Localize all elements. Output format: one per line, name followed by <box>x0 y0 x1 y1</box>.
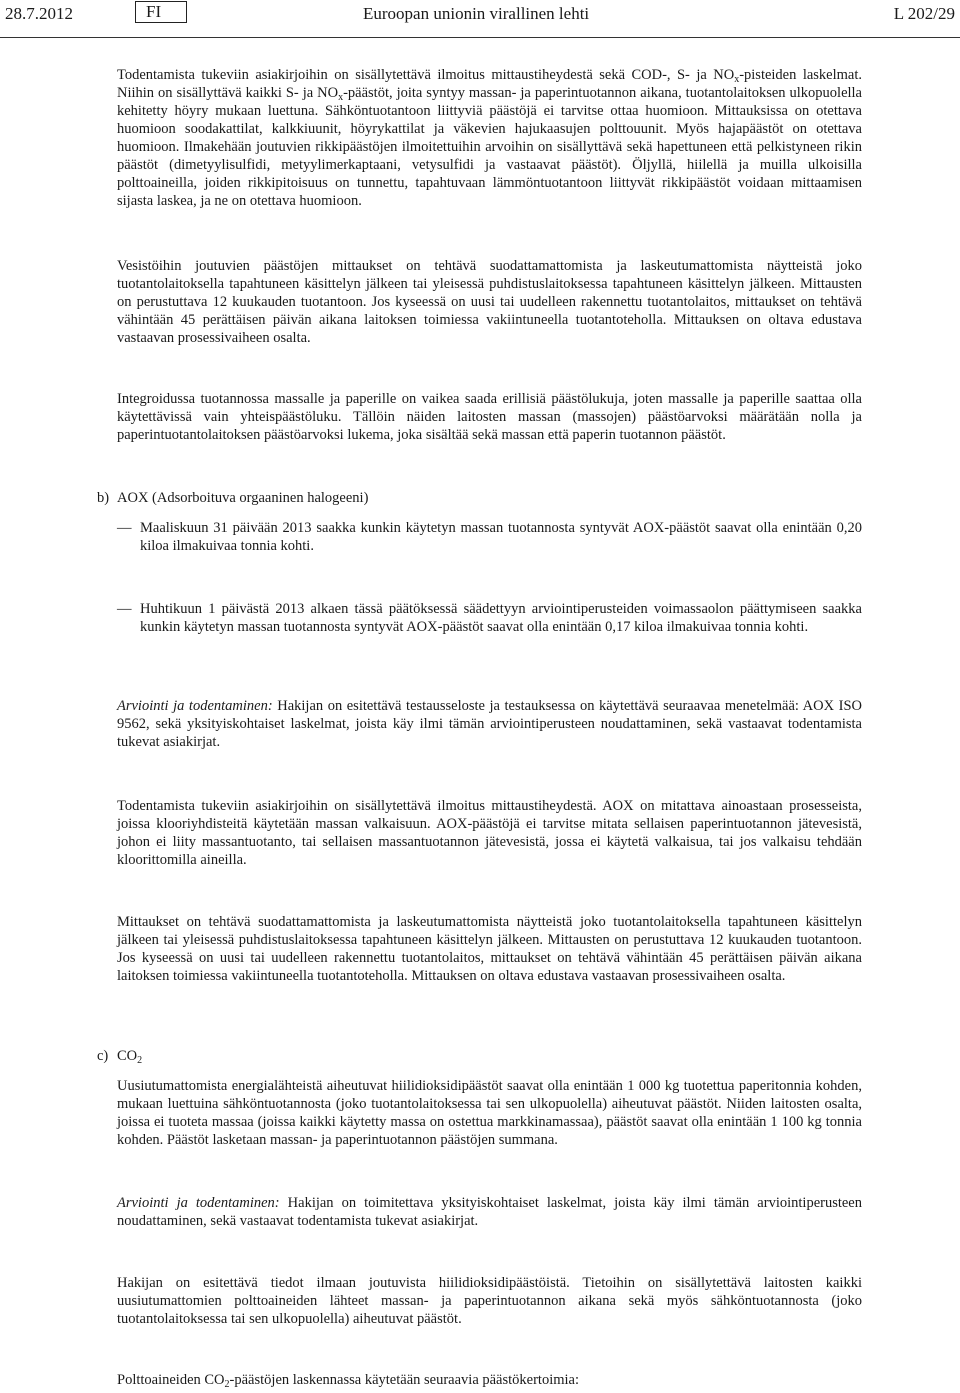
paragraph-co2-data: Hakijan on esitettävä tiedot ilmaan joutuvista hiilidioksidipäästöistä. Tietoihin on sisällytettävä laitosten kaikki uusiutumattomien polttoaineiden lähteet massan- ja paperintuotannon aikana sekä myös sähköntuotannosta (joko tuotantolaitoksessa tai sen ulkopuolella) aiheutuvat päästöt. <box>117 1275 862 1327</box>
paragraph-aox-documents: Todentamista tukeviin asiakirjoihin on sisällytettävä ilmoitus mittaustiheydestä. AOX on mitattava ainoastaan prosesseista, joissa klooriyhdisteitä käytetään massan valkaisuun. AOX-päästöjä ei tarvitse mitata sellaisen paperintuotannon jätevesistä, johon ei liity massantuotanto, tai sellaisen massantuotannon jätevesistä, jossa ei käytetä valkaisua, tai jos valkaisu tehdään kloorittomilla aineilla. <box>117 798 862 868</box>
bullet-item: Maaliskuun 31 päivään 2013 saakka kunkin käytetyn massan tuotannosta syntyvät AOX-päästöt saavat olla enintään 0,20 kiloa ilmakuivaa tonnia kohti. <box>140 520 862 554</box>
section-c-marker: c) <box>97 1048 109 1064</box>
section-b-heading: AOX (Adsorboituva orgaaninen halogeeni) <box>117 490 369 506</box>
paragraph-water-emissions: Vesistöihin joutuvien päästöjen mittaukset on tehtävä suodattamattomista ja laskeutumattomista näytteistä joko tuotantolaitoksella tapahtuneen käsittelyn jälkeen tai yleisessä puhdistuslaitoksessa tapahtuneen käsittelyn jälkeen. Mittausten on perustuttava 12 kuukauden tuotantoon. Jos kyseessä on uusi tai uudelleen rakennettu tuotantolaitos, mittaukset on tehtävä vähintään 45 perättäisen päivän aikana laitoksen toimiessa vakiintuneella tuotantoteholla. Mittauksen on oltava edustava vastaavan prosessivaiheen osalta. <box>117 258 862 346</box>
section-b-marker: b) <box>97 490 110 506</box>
paragraph-emission-factors: Polttoaineiden $CO_2$-päästöjen laskennassa käytetään seuraavia päästökertoimia: <box>117 1372 580 1390</box>
section-c-heading: $CO_2$ <box>117 1048 143 1066</box>
paragraph-assessment-aox: Arviointi ja todentaminen: Hakijan on esitettävä testausseloste ja testauksessa on käytettävä seuraavaa menetelmää: AOX ISO 9562, sekä yksityiskohtaiset laskelmat, joista käy ilmi tämän arviointiperusteen noudattaminen, sekä vastaavat todentamista tukevat asiakirjat. <box>117 698 862 750</box>
paragraph-assessment-co2: Arviointi ja todentaminen: Hakijan on toimitettava yksityiskohtaiset laskelmat, joista käy ilmi tämän arviointiperusteen noudattaminen, sekä vastaavat todentamista tukevat asiakirjat. <box>117 1195 862 1229</box>
bullet-item: Huhtikuun 1 päivästä 2013 alkaen tässä päätöksessä säädettyyn arviointiperusteiden voimassaolon päättymiseen saakka kunkin käytetyn massan tuotannosta syntyvät AOX-päästöt saavat olla enintään 0,17 kiloa ilmakuivaa tonnia kohti. <box>140 601 862 635</box>
paragraph-aox-measurements: Mittaukset on tehtävä suodattamattomista ja laskeutumattomista näytteistä joko tuotantolaitoksella tapahtuneen käsittelyn jälkeen tai yleisessä puhdistuslaitoksessa tapahtuneen käsittelyn jälkeen. Mittausten on perustuttava 12 kuukauden tuotantoon. Jos kyseessä on uusi tai uudelleen rakennettu tuotantolaitos, mittaukset on tehtävä vähintään 45 perättäisen päivän aikana laitoksen toimiessa vakiintuneella tuotantoteholla. Mittauksen on oltava edustava vastaavan prosessivaiheen osalta. <box>117 914 862 984</box>
language-box: FI <box>135 1 187 23</box>
paragraph-measurement-frequency: Todentamista tukeviin asiakirjoihin on sisällytettävä ilmoitus mittaustiheydestä sekä COD-, S- ja $NO_x$-pisteiden laskelmat. Niihin on sisällyttävä kaikki S- ja $NO_x$-päästöt, joita syntyy massan- ja paperintuotannon aikana, tuotantolaitoksen ulkopuolella kehitetty höyry mukaan luettuna. Sähköntuotantoon liittyviä päästöjä ei tarvitse ottaa huomioon. Mittauksissa on otettava huomioon soodakattilat, kalkkiuunit, höyrykattilat ja väkevien hajukaasujen polttouunit. Myös hajapäästöt on otettava huomioon. Ilmakehään joutuvien rikkipäästöjen ilmoitettuihin arvoihin on sisällyttävä sekä hapettuneen että pelkistyneen rikin päästöt (dimetyylisulfidi, metyylimerkaptaani, vetysulfidi ja vastaavat päästöt). Öljyllä, hiilellä ja muilla ulkoisilla polttoaineilla, joiden rikkipitoisuus on tunnettu, tapahtuvaan lämmöntuotantoon liittyvät rikkipäästöt voidaan mittaamisen sijasta laskea, ja ne on otettava huomioon. <box>117 67 863 209</box>
paragraph-co2-limits: Uusiutumattomista energialähteistä aiheutuvat hiilidioksidipäästöt saavat olla enintään 1 000 kg tuotettua paperitonnia kohden, mukaan luettuina sähköntuotannosta (joko tuotantolaitoksessa tai sen ulkopuolella) aiheutuvat päästöt. Niiden laitosten osalta, joissa ei tuoteta massaa (joissa kaikki käytetty massa on ostettua markkinamassaa), päästöt saavat olla enintään 1 100 kg tonnia kohden. Päästöt lasketaan massan- ja paperintuotannon päästöjen summana. <box>117 1078 862 1148</box>
header-rule <box>0 37 960 38</box>
bullet-dash: — <box>117 520 132 536</box>
journal-title: Euroopan unionin virallinen lehti <box>363 4 590 23</box>
bullet-dash: — <box>117 601 132 617</box>
paragraph-integrated-production: Integroidussa tuotannossa massalle ja paperille on vaikea saada erillisiä päästölukuja, joten massalle ja paperille saattaa olla käytettävissä vain yhteispäästöluku. Tällöin näiden laitosten massan (massojen) päästöarvoksi määrätään nolla ja paperintuotantolaitoksen päästöarvoksi lukema, joka sisältää sekä massan että paperin tuotannon päästöt. <box>117 391 862 443</box>
page-number: L 202/29 <box>893 4 955 23</box>
publication-date: 28.7.2012 <box>5 4 73 23</box>
page-header <box>0 0 960 38</box>
